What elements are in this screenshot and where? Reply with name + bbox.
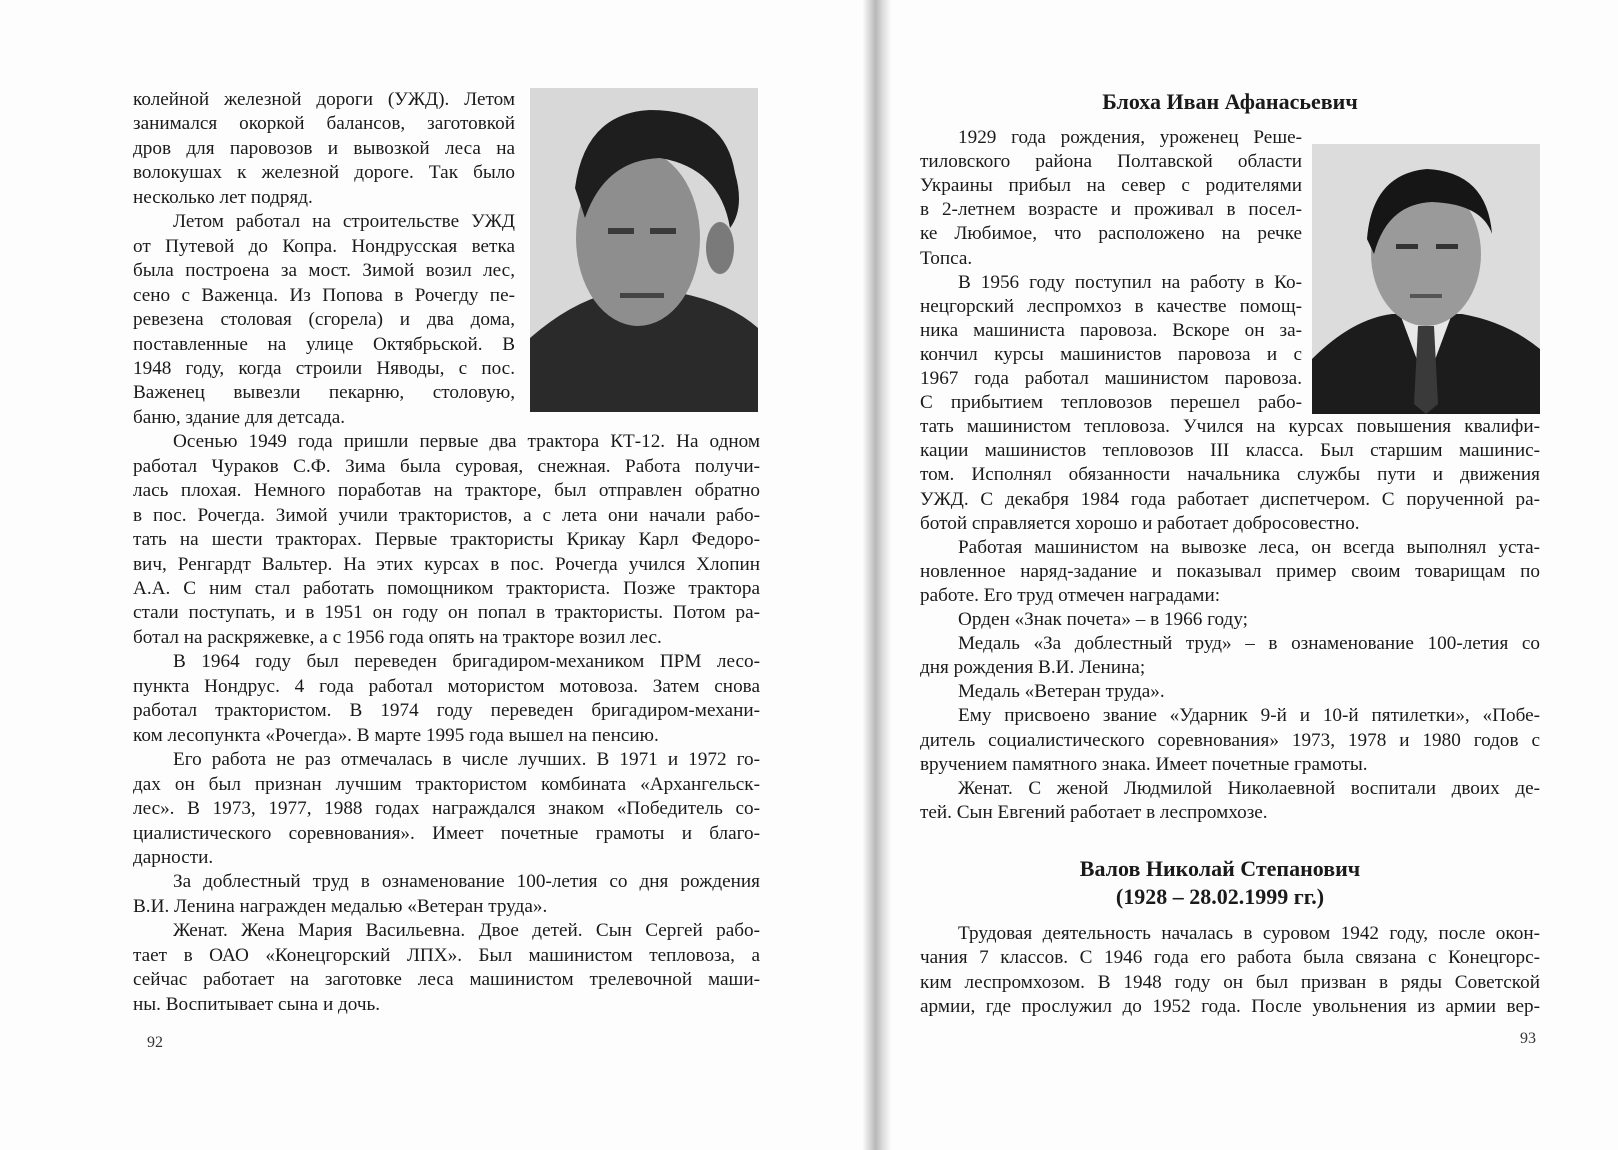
text-line: ревезена столовая (сгорела) и два дома, [133, 309, 515, 331]
text-line: лес». В 1973, 1977, 1988 годах награждался знаком «Победитель со- [133, 798, 760, 820]
text-line: дров для паровозов и вывозкой леса на [133, 137, 515, 159]
text-line: ботой справляется хорошо и работает добросовестно. [920, 512, 1360, 534]
text-line: работал трактористом. В 1974 году переведен бригадиром-механи- [133, 700, 760, 722]
section-title-blokha: Блоха Иван Афанасьевич [1102, 89, 1358, 114]
text-line: Топса. [920, 247, 973, 269]
text-line: Ему присвоено звание «Ударник 9-й и 10-й пятилетки», «Побе- [958, 705, 1540, 727]
text-line: занимался окоркой балансов, заготовкой [133, 113, 515, 135]
text-line: от Путевой до Копра. Нондрусская ветка [133, 235, 515, 257]
text-line: вручением памятного знака. Имеет почетные грамоты. [920, 753, 1368, 775]
text-line: дня рождения В.И. Ленина; [920, 657, 1146, 679]
page-number-right: 93 [1520, 1030, 1536, 1047]
section-title-valov: Валов Николай Степанович [1079, 856, 1361, 881]
text-line: чания 7 классов. С 1946 года его работа была связана с Конецгорс- [920, 947, 1540, 969]
text-line: сейчас работает на заготовке леса машинистом трелевочной маши- [133, 969, 760, 991]
text-line: 1967 года работал машинистом паровоза. [920, 368, 1302, 389]
text-line: А.А. С ним стал работать помощником тракториста. Позже трактора [133, 578, 760, 599]
text-line: Его работа не раз отмечалась в числе лучших. В 1971 и 1972 го- [173, 749, 760, 771]
text-line: Летом работал на строительстве УЖД [173, 211, 515, 233]
text-line: нецгорский леспромхоз в качестве помощ- [920, 295, 1302, 317]
section-subtitle-valov-dates: (1928 – 28.02.1999 гг.) [1115, 884, 1325, 909]
text-line: дах он был признан лучшим трактористом комбината «Архангельск- [133, 773, 760, 795]
text-line: волокушах к железной дороге. Так было [133, 162, 515, 184]
text-line: новленное наряд-задание и показывал пример своим товарищам по [920, 560, 1540, 582]
text-line: Осенью 1949 года пришли первые два трактора КТ-12. На одном [173, 431, 760, 453]
text-line: За доблестный труд в ознаменование 100-летия со дня рождения [173, 871, 760, 893]
text-line: Женат. С женой Людмилой Николаевной воспитали двоих де- [958, 777, 1540, 799]
text-line: 1948 году, когда строили Няводы, с пос. [133, 357, 515, 379]
text-line: Важенец вывезли пекарню, столовую, [133, 382, 515, 404]
portrait-image-icon [530, 88, 758, 412]
text-line: в 2-летнем возрасте и проживал в посел- [920, 199, 1302, 221]
text-line: кончил курсы машинистов паровоза и с [920, 343, 1302, 365]
text-line: тать машинистом тепловоза. Учился на курсах повышения квалифи- [920, 416, 1540, 438]
page-number-left: 92 [147, 1034, 163, 1051]
text-line: армии, где прослужил до 1952 года. После увольнения из армии вер- [920, 995, 1540, 1017]
text-line: УЖД. С декабря 1984 года работает диспетчером. С порученной ра- [920, 488, 1540, 510]
text-line: поставленные на улице Октябрьской. В [133, 333, 515, 355]
text-line: тей. Сын Евгений работает в леспромхозе. [920, 801, 1268, 823]
text-line: В.И. Ленина награжден медалью «Ветеран труда». [133, 895, 548, 917]
text-line: колейной железной дороги (УЖД). Летом [133, 89, 515, 110]
text-line: ке Любимое, что расположено на речке [920, 223, 1302, 245]
text-line: Трудовая деятельность началась в суровом 1942 году, после окон- [958, 923, 1540, 944]
text-line: Украины прибыл на север с родителями [920, 175, 1302, 197]
text-line: 1929 года рождения, уроженец Реше- [958, 127, 1302, 148]
text-line: пункта Нондрус. 4 года работал мотористом мотовоза. Затем снова [133, 675, 760, 697]
text-line: дарности. [133, 846, 214, 868]
text-line: тает в ОАО «Конецгорский ЛПХ». Был машинистом тепловоза, а [133, 944, 760, 966]
text-line: том. Исполнял обязанности начальника службы пути и движения [920, 464, 1540, 486]
portrait-photo-left [530, 88, 758, 412]
portrait-photo-right [1312, 144, 1540, 414]
text-line: циалистического соревнования». Имеет почетные грамоты и благо- [133, 822, 760, 844]
text-line: Орден «Знак почета» – в 1966 году; [958, 609, 1248, 630]
text-line: вич, Ренгардт Вальтер. На этих курсах в пос. Рочегда учился Хлопин [133, 553, 760, 575]
text-line: несколько лет подряд. [133, 186, 313, 208]
text-line: ком лесопункта «Рочегда». В марте 1995 года вышел на пенсию. [133, 724, 659, 746]
text-line: дитель социалистического соревнования» 1973, 1978 и 1980 годов с [920, 729, 1540, 751]
text-line: в пос. Рочегда. Зимой учили трактористов, а с лета они начали рабо- [133, 504, 760, 526]
text-line: тиловского района Полтавской области [920, 151, 1302, 173]
text-line: работал Чураков С.Ф. Зима была суровая, снежная. Работа получи- [133, 455, 760, 477]
text-line: Женат. Жена Мария Васильевна. Двое детей. Сын Сергей рабо- [173, 920, 760, 942]
text-line: В 1964 году был переведен бригадиром-механиком ПРМ лесо- [173, 651, 760, 673]
text-line: тать на шести тракторах. Первые трактористы Крикау Карл Федоро- [133, 529, 760, 551]
text-line: кации машинистов тепловозов III класса. Был старшим машинис- [920, 440, 1540, 462]
text-line: ны. Воспитывает сына и дочь. [133, 993, 381, 1015]
text-line: ботал на раскряжевке, а с 1956 года опять на тракторе возил лес. [133, 626, 662, 648]
text-line: лась плохая. Немного поработав на тракторе, был отправлен обратно [133, 480, 760, 502]
text-line: В 1956 году поступил на работу в Ко- [958, 271, 1302, 293]
portrait-image-icon [1312, 144, 1540, 414]
text-line: сено с Важенца. Из Попова в Рочегду пе- [133, 284, 515, 306]
text-line: ника машиниста паровоза. Вскоре он за- [920, 319, 1302, 341]
text-line: С прибытием тепловозов перешел рабо- [920, 392, 1302, 414]
text-line: стали поступать, и в 1951 он году он попал в трактористы. Потом ра- [133, 602, 760, 624]
text-line: Работая машинистом на вывозке леса, он всегда выполнял уста- [958, 536, 1540, 558]
book-gutter [862, 0, 892, 1150]
text-line: работе. Его труд отмечен наградами: [920, 584, 1221, 606]
text-line: баню, здание для детсада. [133, 406, 346, 428]
text-line: Медаль «За доблестный труд» – в ознаменование 100-летия со [958, 633, 1540, 655]
text-line: была построена за мост. Зимой возил лес, [133, 260, 515, 282]
text-line: Медаль «Ветеран труда». [958, 681, 1165, 703]
text-line: ким леспромхозом. В 1948 году он был призван в ряды Советской [920, 971, 1540, 993]
